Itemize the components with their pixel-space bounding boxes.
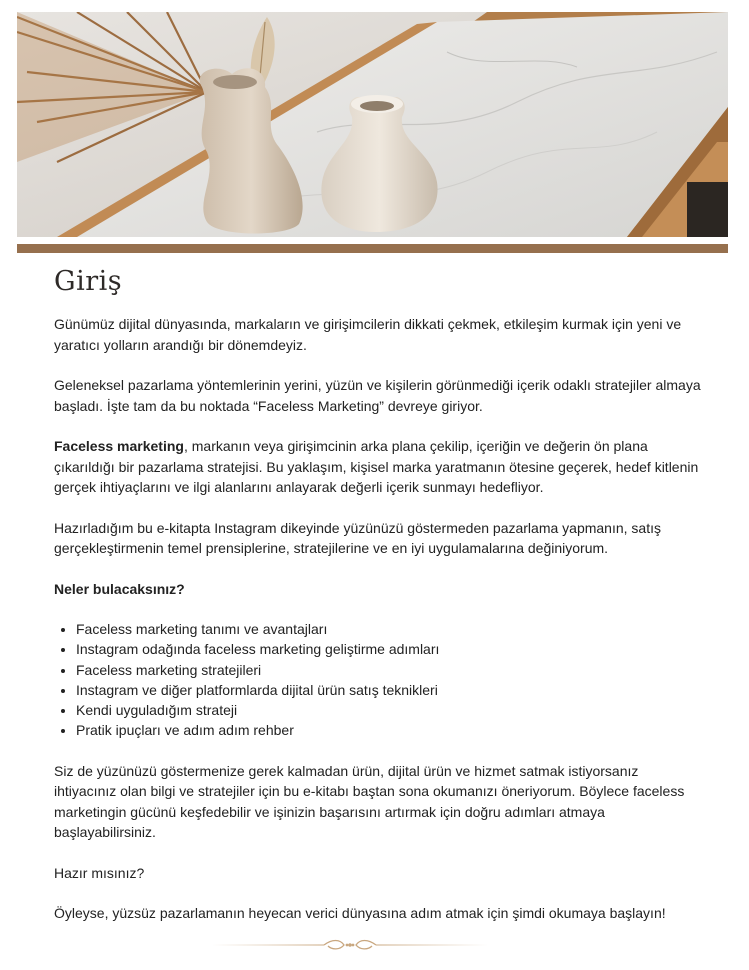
list-item: • Instagram odağında faceless marketing geliştirme adımları [76,639,704,659]
list-item: • Kendi uyguladığım strateji [76,700,704,720]
list-item: • Faceless marketing tanımı ve avantajları [76,619,704,639]
list-item: • Pratik ipuçları ve adım adım rehber [76,720,704,740]
paragraph-2: Geleneksel pazarlama yöntemlerinin yerini, yüzün ve kişilerin görünmediği içerik odaklı stratejiler almaya başladı. İşte tam da bu noktada “Faceless Marketing” devreye giriyor. [54,377,701,414]
section-title: Giriş [54,266,123,297]
accent-band [17,244,728,253]
paragraph-1: Günümüz dijital dünyasında, markaların ve girişimcilerin dikkati çekmek, etkileşim kurmak için yeni ve yaratıcı yolların arandığı bir dönemdeyiz. [54,316,682,353]
question-line: Hazır mısınız? [54,864,145,881]
paragraph-4: Hazırladığım bu e-kitapta Instagram dikeyinde yüzünüzü göstermeden pazarlama yapmanın, satış gerçekleştirmenin temel prensiplerine, stratejilerine ve en iyi uygulamalarına değiniyorum. [54,519,661,556]
hero-photo [17,12,728,237]
feature-list [54,619,704,741]
list-heading: Neler bulacaksınız? [54,580,185,597]
definition-text: , markanın veya girişimcinin arka plana çekilip, içeriğin ve değerin ön plana çıkarıldığı bir pazarlama stratejisi. Bu yaklaşım, kişisel marka yaratmanın ötesine geçerek, hedef kitlenin gerçek ihtiyaçlarını ve ilgi alanlarını anlayarak değerli içerik sunmayı hedefliyor. [54,438,699,495]
list-item: • Faceless marketing stratejileri [76,660,704,680]
flourish-divider-icon [212,938,488,952]
definition-term: Faceless marketing [54,438,184,454]
definition-paragraph [54,436,704,498]
intro-section [54,262,704,944]
closing-paragraph: Siz de yüzünüzü göstermenize gerek kalmadan ürün, dijital ürün ve hizmet satmak istiyorsanız ihtiyacınız olan bilgi ve stratejiler için bu e-kitabı baştan sona okumanızı öneriyorum. Böylece faceless marketingin gücünü keşfedebilir ve işinizin başarısını artırmak için doğru adımları atmaya başlayabilirsiniz. [54,762,685,841]
final-line: Öyleyse, yüzsüz pazarlamanın heyecan verici dünyasına adım atmak için şimdi okumaya başlayın! [54,905,666,922]
vases-illustration [17,12,728,237]
list-item: • Instagram ve diğer platformlarda dijital ürün satış teknikleri [76,680,704,700]
